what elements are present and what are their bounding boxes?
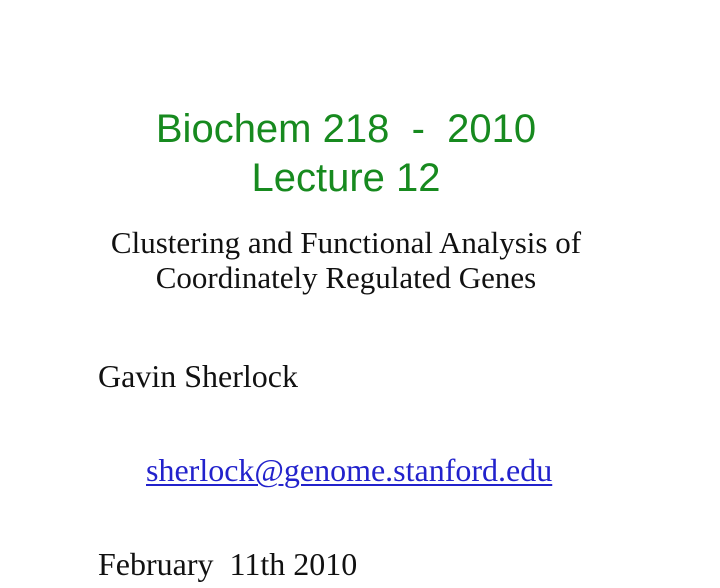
subtitle-line-2: Coordinately Regulated Genes — [155, 260, 537, 295]
author-email-link[interactable]: sherlock@genome.stanford.edu — [146, 452, 553, 488]
title-line-2: Lecture 12 — [251, 156, 441, 200]
author-name: Gavin Sherlock — [98, 358, 298, 394]
slide-subtitle — [0, 225, 720, 295]
lecture-date: February 11th 2010 — [98, 546, 358, 582]
slide-title — [0, 105, 720, 203]
title-line-1: Biochem 218 - 2010 — [155, 107, 537, 151]
author-block — [98, 353, 552, 588]
subtitle-line-1: Clustering and Functional Analysis of — [110, 225, 582, 260]
